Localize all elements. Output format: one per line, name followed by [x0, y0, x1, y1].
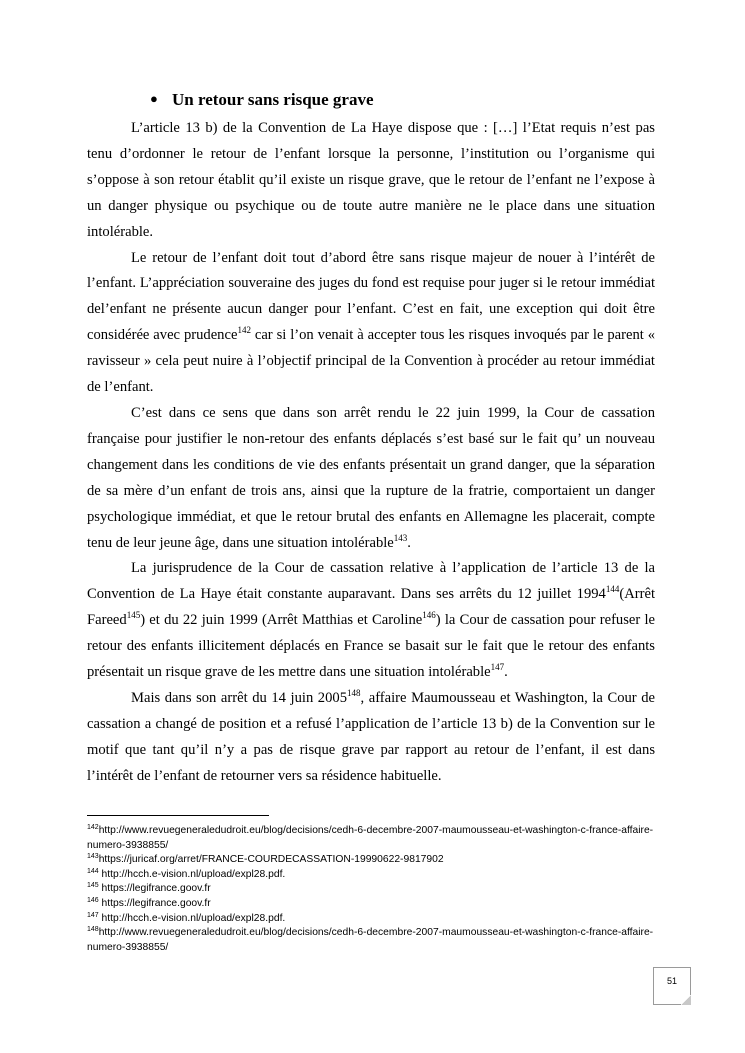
paragraph-text: ) la Cour de cassation pour refuser le retour des enfants illicitement déplacés en France se basait sur le fait que le retour des enfants présentait un risque grave de les mettre dans une situation intolérable [87, 612, 656, 681]
footnote-link[interactable]: https://juricaf.org/arret/FRANCE-COURDECASSATION-19990622-9817902 [98, 854, 444, 866]
footnotes [87, 824, 667, 955]
paragraph-text: Le retour de l’enfant doit tout d’abord être sans risque majeur de nouer à l’intérêt de l’enfant. L’appréciation souveraine des juges du fond est requise pour juger si le retour immédiat del’enfant ne présente aucun danger pour l’enfant. C’est en fait, une exception qui doit être considérée avec prudence [87, 249, 655, 344]
footnote-ref[interactable]: 142 [237, 325, 251, 336]
footnote-ref[interactable]: 146 [422, 610, 436, 621]
footnote-ref[interactable]: 145 [126, 610, 141, 621]
footnote-link[interactable]: http://www.revuegeneraledudroit.eu/blog/decisions/cedh-6-decembre-2007-maumousseau-et-washington-c-france-affaire-numero-3938855/ [87, 927, 654, 953]
footnote-ref[interactable]: 144 [605, 584, 620, 595]
footnote-link[interactable]: http://www.revuegeneraledudroit.eu/blog/decisions/cedh-6-decembre-2007-maumousseau-et-washington-c-france-affaire-numero-3938855/ [87, 825, 654, 851]
footnote-148 [87, 926, 667, 955]
paragraph-text: . [407, 534, 411, 551]
footnote-number: 143 [87, 853, 99, 861]
footnote-number: 147 [87, 911, 99, 919]
footnote-ref[interactable]: 148 [347, 687, 361, 698]
paragraph-text: C’est dans ce sens que dans son arrêt rendu le 22 juin 1999, la Cour de cassation française pour justifier le non-retour des enfants déplacés s’est basé sur le fait qu’ un nouveau changement dans les conditions de vie des enfants présentait un grand danger, que la séparation de sa mère d’un enfant de trois ans, ainsi que la rupture de la fratrie, comportaient un danger psychologique immédiat, et que le retour brutal des enfants en Allemagne les placerait, compte tenu de leur jeune âge, dans une situation intolérable [87, 404, 655, 551]
footnote-number: 142 [87, 824, 99, 831]
paragraph-text: L’article 13 b) de la Convention de La Haye dispose que : […] l’Etat requis n’est pas tenu d’ordonner le retour de l’enfant lorsque la personne, l’institution ou l’organisme qui s’oppose à son retour établit qu’il existe un risque grave, que le retour de l’enfant ne l’expose à un danger physique ou psychique ou de toute autre manière ne le place dans une situation intolérable. [87, 120, 655, 240]
body-text [87, 116, 655, 790]
page-number: 51 [666, 976, 677, 986]
section-heading [150, 90, 374, 110]
footnote-separator [87, 815, 269, 816]
paragraph-text: . [504, 664, 508, 681]
paragraph-text: , affaire Maumousseau et Washington, la Cour de cassation a changé de position et a refusé l’application de l’article 13 b) de la Convention sur le motif que tant qu’il n’y a pas de risque grave par rapport au retour de l’enfant, il est dans l’intérêt de l’enfant de retourner vers sa résidence habituelle. [87, 689, 655, 784]
paragraph-text: (Arrêt Fareed [87, 586, 655, 629]
paragraph-1 [87, 116, 655, 246]
footnote-ref[interactable]: 147 [490, 662, 505, 673]
footnote-link[interactable]: https://legifrance.goov.fr [98, 897, 211, 909]
paragraph-text: ) et du 22 juin 1999 (Arrêt Matthias et Caroline [140, 612, 423, 629]
footnote-number: 145 [87, 882, 99, 890]
footnote-144 [87, 868, 667, 883]
footnote-146 [87, 897, 667, 912]
paragraph-text: La jurisprudence de la Cour de cassation relative à l’application de l’article 13 de la Convention de La Haye était constante auparavant. Dans ses arrêts du 12 juillet 1994 [87, 560, 655, 603]
footnote-number: 144 [87, 867, 99, 875]
paragraph-text: Mais dans son arrêt du 14 juin 2005 [131, 689, 347, 706]
bullet-icon: ● [150, 91, 158, 106]
paragraph-4 [87, 556, 655, 686]
paragraph-2 [87, 246, 655, 401]
footnote-145 [87, 882, 667, 897]
paragraph-5 [87, 686, 655, 790]
page-curl-icon [681, 995, 691, 1005]
footnote-link[interactable]: http://hcch.e-vision.nl/upload/expl28.pdf. [98, 912, 286, 924]
footnote-link[interactable]: https://legifrance.goov.fr [98, 883, 211, 895]
footnote-147 [87, 912, 667, 927]
footnote-number: 146 [87, 896, 99, 904]
footnote-142 [87, 824, 667, 853]
footnote-ref[interactable]: 143 [393, 532, 408, 543]
section-heading-text: Un retour sans risque grave [172, 90, 374, 109]
footnote-number: 148 [87, 926, 99, 934]
page-number-box [653, 967, 691, 1005]
paragraph-3 [87, 401, 655, 556]
paragraph-text: car si l’on venait à accepter tous les risques invoqués par le parent « ravisseur » cela peut nuire à l’objectif principal de la Convention à procéder au retour immédiat de l’enfant. [87, 327, 656, 396]
footnote-link[interactable]: http://hcch.e-vision.nl/upload/expl28.pdf. [98, 868, 286, 880]
footnote-143 [87, 853, 667, 868]
